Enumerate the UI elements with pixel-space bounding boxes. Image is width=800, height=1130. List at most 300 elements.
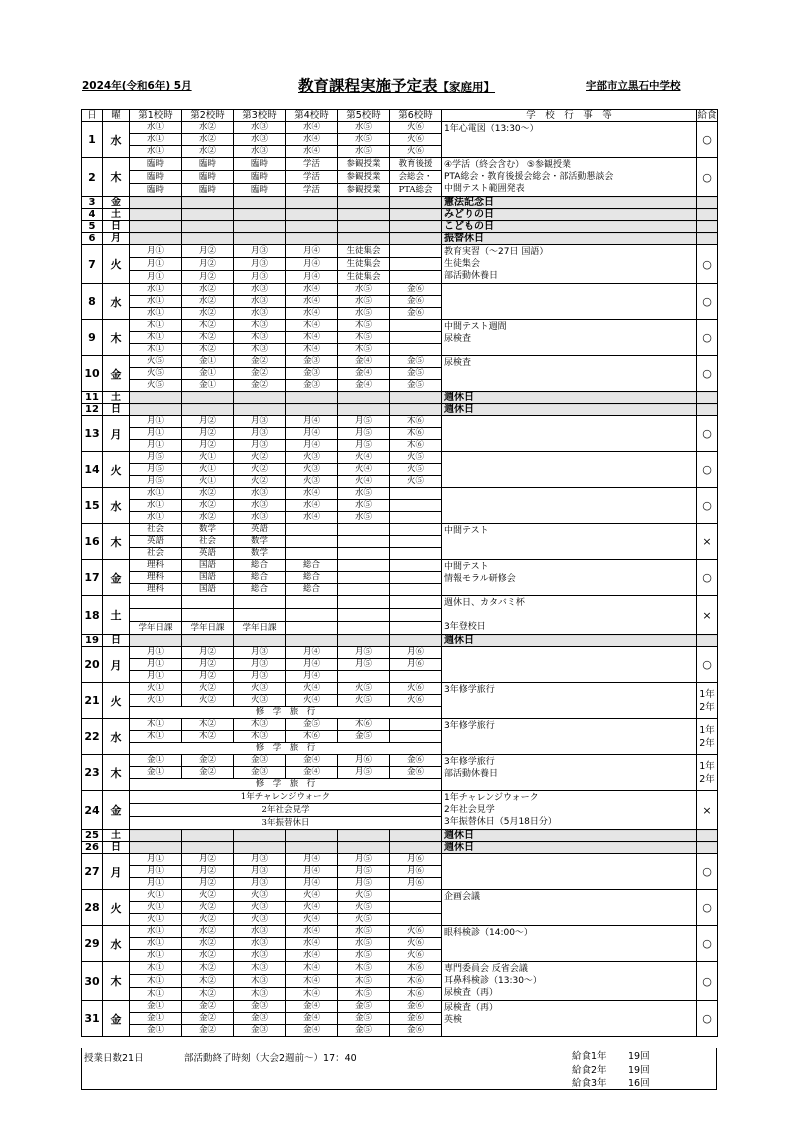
all-day-activity: 3年振替休日 bbox=[130, 817, 442, 830]
weekday: 日 bbox=[103, 842, 130, 854]
period-cell: 水② bbox=[182, 950, 234, 962]
col-day: 日 bbox=[82, 110, 103, 122]
period-cell bbox=[390, 584, 442, 596]
period-cell bbox=[390, 548, 442, 560]
weekday: 金 bbox=[103, 1001, 130, 1037]
period-row bbox=[82, 791, 718, 804]
period-row bbox=[82, 926, 718, 938]
period-cell: 月④ bbox=[286, 878, 338, 890]
period-cell: 火⑥ bbox=[390, 695, 442, 707]
period-cell bbox=[182, 596, 234, 609]
period-cell: 火③ bbox=[234, 683, 286, 695]
period-cell: 金③ bbox=[286, 368, 338, 380]
event-cell bbox=[442, 719, 697, 755]
period-cell: 水② bbox=[182, 938, 234, 950]
period-cell bbox=[338, 209, 390, 221]
meal-cell: ○ bbox=[697, 320, 718, 356]
period-cell: 月② bbox=[182, 271, 234, 284]
period-cell: 水③ bbox=[234, 284, 286, 296]
period-cell: 火③ bbox=[286, 464, 338, 476]
header-row bbox=[82, 110, 718, 122]
period-cell: 金④ bbox=[286, 755, 338, 767]
period-cell: 月⑤ bbox=[338, 854, 390, 866]
meal-cell bbox=[697, 755, 718, 791]
day-number: 28 bbox=[82, 890, 103, 926]
holiday-row bbox=[82, 209, 718, 221]
period-cell: 水② bbox=[182, 926, 234, 938]
period-cell bbox=[130, 209, 182, 221]
period-cell: 金③ bbox=[286, 380, 338, 392]
period-cell: 火② bbox=[182, 902, 234, 914]
period-cell bbox=[390, 500, 442, 512]
meal-cell bbox=[697, 404, 718, 416]
period-cell: 水⑤ bbox=[338, 512, 390, 524]
event-cell bbox=[442, 158, 697, 197]
meal-grade: 2年 bbox=[699, 773, 715, 785]
col-weekday: 曜 bbox=[103, 110, 130, 122]
period-cell: 英語 bbox=[234, 524, 286, 536]
col-period-2: 第2校時 bbox=[182, 110, 234, 122]
period-cell: 火② bbox=[182, 683, 234, 695]
period-cell: 総合 bbox=[286, 560, 338, 572]
period-cell bbox=[390, 512, 442, 524]
meal-count-row: 給食3年 16回 bbox=[572, 1078, 650, 1089]
event-cell: こどもの日 bbox=[442, 221, 697, 233]
period-cell bbox=[390, 572, 442, 584]
period-cell: 木③ bbox=[234, 731, 286, 743]
period-cell: 金⑤ bbox=[338, 1013, 390, 1025]
period-cell: 金⑤ bbox=[390, 368, 442, 380]
period-cell: 金③ bbox=[286, 356, 338, 368]
period-cell bbox=[286, 609, 338, 622]
period-cell: 学年日課 bbox=[234, 622, 286, 635]
period-cell: 木③ bbox=[234, 344, 286, 356]
period-cell: 月③ bbox=[234, 854, 286, 866]
period-cell: 水② bbox=[182, 284, 234, 296]
period-cell: 水④ bbox=[286, 500, 338, 512]
event-cell: 憲法記念日 bbox=[442, 197, 697, 209]
period-cell: 木④ bbox=[286, 320, 338, 332]
period-cell: 月⑥ bbox=[390, 878, 442, 890]
period-row bbox=[82, 560, 718, 572]
period-cell bbox=[130, 635, 182, 647]
period-cell: 水④ bbox=[286, 512, 338, 524]
period-cell: 木② bbox=[182, 962, 234, 975]
period-cell: 金⑥ bbox=[390, 1025, 442, 1037]
period-cell: 木③ bbox=[234, 975, 286, 988]
period-cell: 月④ bbox=[286, 416, 338, 428]
day-number: 3 bbox=[82, 197, 103, 209]
period-cell: 金④ bbox=[338, 356, 390, 368]
period-cell: 火⑤ bbox=[130, 356, 182, 368]
period-cell: 水③ bbox=[234, 512, 286, 524]
period-cell bbox=[234, 596, 286, 609]
period-cell: 月④ bbox=[286, 866, 338, 878]
period-cell: 木⑤ bbox=[338, 988, 390, 1001]
period-cell: 金④ bbox=[286, 767, 338, 779]
event-cell bbox=[442, 524, 697, 560]
period-cell: 金④ bbox=[286, 1001, 338, 1013]
period-cell bbox=[234, 635, 286, 647]
period-cell: 火③ bbox=[234, 914, 286, 926]
period-cell: 木④ bbox=[286, 975, 338, 988]
period-cell: 臨時 bbox=[234, 184, 286, 197]
weekday: 月 bbox=[103, 647, 130, 683]
day-number: 30 bbox=[82, 962, 103, 1001]
day-number: 14 bbox=[82, 452, 103, 488]
period-cell: 月④ bbox=[286, 271, 338, 284]
period-cell: 月① bbox=[130, 647, 182, 659]
period-cell: 火⑤ bbox=[338, 695, 390, 707]
period-cell: 木① bbox=[130, 988, 182, 1001]
period-cell bbox=[390, 258, 442, 271]
period-cell: 木⑥ bbox=[390, 975, 442, 988]
period-cell: 水④ bbox=[286, 284, 338, 296]
period-cell bbox=[130, 404, 182, 416]
period-cell: 学年日課 bbox=[182, 622, 234, 635]
period-cell: 金⑥ bbox=[390, 767, 442, 779]
period-cell: 月④ bbox=[286, 647, 338, 659]
period-cell: 月② bbox=[182, 440, 234, 452]
meal-cell bbox=[697, 719, 718, 755]
period-cell bbox=[182, 842, 234, 854]
col-period-6: 第6校時 bbox=[390, 110, 442, 122]
period-cell: 木④ bbox=[286, 962, 338, 975]
period-cell: 水③ bbox=[234, 296, 286, 308]
meal-count-row: 給食1年 19回 bbox=[572, 1051, 650, 1062]
event-cell bbox=[442, 890, 697, 926]
period-cell bbox=[390, 392, 442, 404]
period-cell: 火④ bbox=[286, 914, 338, 926]
period-row bbox=[82, 719, 718, 731]
period-cell: 金② bbox=[182, 1025, 234, 1037]
period-cell: 月③ bbox=[234, 671, 286, 683]
period-cell: 水⑤ bbox=[338, 950, 390, 962]
event-cell bbox=[442, 791, 697, 830]
period-cell: 木② bbox=[182, 332, 234, 344]
day-number: 13 bbox=[82, 416, 103, 452]
period-cell bbox=[390, 842, 442, 854]
period-cell: 水⑤ bbox=[338, 122, 390, 134]
day-number: 23 bbox=[82, 755, 103, 791]
event-line: 部活動休養日 bbox=[444, 271, 499, 281]
period-cell: 月② bbox=[182, 245, 234, 258]
period-cell: 月⑤ bbox=[338, 767, 390, 779]
period-cell: 金⑤ bbox=[338, 731, 390, 743]
event-line: 3年修学旅行 bbox=[444, 757, 495, 767]
event-line: PTA総会・教育後援会総会・部活動懇談会 bbox=[444, 172, 614, 182]
schedule-table bbox=[81, 109, 718, 1037]
period-cell bbox=[390, 344, 442, 356]
period-cell: 木③ bbox=[234, 719, 286, 731]
day-number: 12 bbox=[82, 404, 103, 416]
period-cell: 月① bbox=[130, 258, 182, 271]
day-number: 10 bbox=[82, 356, 103, 392]
period-cell bbox=[390, 245, 442, 258]
weekday: 木 bbox=[103, 962, 130, 1001]
period-cell: 火② bbox=[182, 695, 234, 707]
school-trip-label: 修 学 旅 行 bbox=[130, 707, 442, 719]
event-line: 1年チャレンジウォーク bbox=[444, 793, 539, 803]
period-cell: 火② bbox=[234, 464, 286, 476]
period-cell: 月① bbox=[130, 245, 182, 258]
period-cell: 火③ bbox=[286, 452, 338, 464]
period-cell bbox=[338, 622, 390, 635]
period-cell bbox=[286, 233, 338, 245]
period-cell: 金⑤ bbox=[390, 380, 442, 392]
period-cell: 臨時 bbox=[182, 171, 234, 184]
period-cell bbox=[390, 902, 442, 914]
event-line: 中間テスト週間 bbox=[444, 322, 507, 332]
period-cell: 月③ bbox=[234, 647, 286, 659]
period-cell: 木② bbox=[182, 731, 234, 743]
period-cell: 金⑤ bbox=[390, 356, 442, 368]
period-cell bbox=[338, 596, 390, 609]
period-cell: 火④ bbox=[286, 695, 338, 707]
period-row bbox=[82, 683, 718, 695]
day-number: 25 bbox=[82, 830, 103, 842]
meal-grade: 1年 bbox=[699, 724, 715, 736]
period-cell bbox=[390, 719, 442, 731]
weekday: 木 bbox=[103, 320, 130, 356]
period-cell: 木① bbox=[130, 332, 182, 344]
period-cell: 火② bbox=[182, 914, 234, 926]
meal-cell: ○ bbox=[697, 926, 718, 962]
period-cell bbox=[338, 635, 390, 647]
period-cell: 木② bbox=[182, 975, 234, 988]
period-cell: 月① bbox=[130, 271, 182, 284]
period-cell: 木② bbox=[182, 344, 234, 356]
event-cell bbox=[442, 284, 697, 320]
period-cell: 木① bbox=[130, 719, 182, 731]
weekday: 水 bbox=[103, 719, 130, 755]
period-cell: 数学 bbox=[234, 548, 286, 560]
period-cell: 水③ bbox=[234, 308, 286, 320]
period-cell: 月④ bbox=[286, 440, 338, 452]
period-cell bbox=[390, 488, 442, 500]
period-cell bbox=[130, 842, 182, 854]
period-cell bbox=[390, 197, 442, 209]
period-cell bbox=[182, 609, 234, 622]
day-number: 9 bbox=[82, 320, 103, 356]
period-cell bbox=[390, 332, 442, 344]
period-cell: 理科 bbox=[130, 584, 182, 596]
meal-grade: 1年 bbox=[699, 688, 715, 700]
period-cell: 理科 bbox=[130, 572, 182, 584]
period-cell: 火① bbox=[182, 464, 234, 476]
weekday: 月 bbox=[103, 416, 130, 452]
period-cell: 木⑥ bbox=[390, 962, 442, 975]
period-cell: 金④ bbox=[286, 1013, 338, 1025]
period-cell: 木④ bbox=[286, 344, 338, 356]
period-cell: 英語 bbox=[182, 548, 234, 560]
period-cell: 社会 bbox=[130, 524, 182, 536]
period-cell: 木② bbox=[182, 988, 234, 1001]
period-cell: 水④ bbox=[286, 938, 338, 950]
period-cell: 月⑤ bbox=[338, 647, 390, 659]
period-cell: 月④ bbox=[286, 258, 338, 271]
period-cell: 木⑥ bbox=[338, 719, 390, 731]
meal-cell bbox=[697, 392, 718, 404]
period-cell: 国語 bbox=[182, 584, 234, 596]
period-cell: 金② bbox=[182, 1001, 234, 1013]
period-cell bbox=[182, 404, 234, 416]
holiday-row bbox=[82, 830, 718, 842]
period-row bbox=[82, 524, 718, 536]
period-cell: 水⑤ bbox=[338, 938, 390, 950]
period-row bbox=[82, 755, 718, 767]
period-cell: 木⑤ bbox=[338, 962, 390, 975]
event-cell bbox=[442, 320, 697, 356]
period-cell bbox=[338, 609, 390, 622]
meal-counts bbox=[572, 1050, 684, 1091]
event-line: 情報モラル研修会 bbox=[444, 574, 516, 584]
period-cell: 火⑤ bbox=[390, 476, 442, 488]
event-line: 尿検査 bbox=[444, 358, 472, 368]
period-cell bbox=[286, 842, 338, 854]
period-cell bbox=[286, 830, 338, 842]
col-events: 学 校 行 事 等 bbox=[442, 110, 697, 122]
period-cell: 火⑤ bbox=[130, 380, 182, 392]
period-cell: 月⑤ bbox=[338, 440, 390, 452]
period-cell: 火④ bbox=[338, 476, 390, 488]
period-row bbox=[82, 488, 718, 500]
period-cell: 水② bbox=[182, 488, 234, 500]
period-cell bbox=[286, 197, 338, 209]
period-cell bbox=[182, 830, 234, 842]
period-cell bbox=[286, 392, 338, 404]
period-cell bbox=[390, 731, 442, 743]
period-cell: 火① bbox=[130, 683, 182, 695]
period-cell: 水① bbox=[130, 146, 182, 158]
period-cell bbox=[338, 584, 390, 596]
period-cell bbox=[234, 209, 286, 221]
period-cell bbox=[234, 842, 286, 854]
meal-cell: ○ bbox=[697, 488, 718, 524]
period-cell: 月④ bbox=[286, 659, 338, 671]
period-cell: 水④ bbox=[286, 134, 338, 146]
period-cell: 月③ bbox=[234, 245, 286, 258]
weekday: 金 bbox=[103, 791, 130, 830]
period-cell: 水⑤ bbox=[338, 284, 390, 296]
day-number: 19 bbox=[82, 635, 103, 647]
period-cell: 月① bbox=[130, 428, 182, 440]
period-cell: 木④ bbox=[286, 332, 338, 344]
weekday: 土 bbox=[103, 830, 130, 842]
period-cell: 木② bbox=[182, 320, 234, 332]
period-cell: 水④ bbox=[286, 950, 338, 962]
period-cell: 水② bbox=[182, 296, 234, 308]
period-cell: 月⑤ bbox=[338, 866, 390, 878]
period-cell: 月⑤ bbox=[338, 659, 390, 671]
period-cell bbox=[286, 548, 338, 560]
period-cell: 水③ bbox=[234, 938, 286, 950]
period-cell bbox=[130, 596, 182, 609]
period-cell bbox=[234, 609, 286, 622]
period-cell: 月② bbox=[182, 258, 234, 271]
period-cell bbox=[234, 233, 286, 245]
period-cell: 金③ bbox=[234, 755, 286, 767]
meal-cell: ○ bbox=[697, 854, 718, 890]
period-cell bbox=[338, 830, 390, 842]
event-line: 英検 bbox=[444, 1015, 463, 1025]
meal-cell bbox=[697, 683, 718, 719]
meal-cell: ○ bbox=[697, 560, 718, 596]
period-cell: 月③ bbox=[234, 271, 286, 284]
period-cell bbox=[338, 392, 390, 404]
period-cell: 火⑥ bbox=[390, 938, 442, 950]
period-cell: 水⑤ bbox=[338, 926, 390, 938]
event-line: 生徒集会 bbox=[444, 259, 481, 269]
period-cell: 生徒集会 bbox=[338, 271, 390, 284]
period-cell: 木⑤ bbox=[338, 332, 390, 344]
col-period-3: 第3校時 bbox=[234, 110, 286, 122]
day-number: 11 bbox=[82, 392, 103, 404]
period-cell: 火④ bbox=[286, 890, 338, 902]
period-cell: 木⑥ bbox=[286, 731, 338, 743]
period-cell bbox=[182, 233, 234, 245]
event-cell bbox=[442, 683, 697, 719]
period-row bbox=[82, 245, 718, 258]
period-cell: 火① bbox=[182, 476, 234, 488]
weekday: 木 bbox=[103, 524, 130, 560]
period-cell: 火② bbox=[234, 452, 286, 464]
period-cell: 火⑤ bbox=[390, 464, 442, 476]
period-cell: 水① bbox=[130, 500, 182, 512]
period-cell: 火② bbox=[234, 476, 286, 488]
period-cell: 木③ bbox=[234, 962, 286, 975]
period-cell: 水③ bbox=[234, 950, 286, 962]
period-cell: 木③ bbox=[234, 988, 286, 1001]
event-line: 尿検査 bbox=[444, 334, 472, 344]
period-cell: 臨時 bbox=[130, 184, 182, 197]
day-number: 26 bbox=[82, 842, 103, 854]
period-cell bbox=[390, 271, 442, 284]
period-cell: 水④ bbox=[286, 122, 338, 134]
weekday: 金 bbox=[103, 197, 130, 209]
day-number: 15 bbox=[82, 488, 103, 524]
event-cell: 振替休日 bbox=[442, 233, 697, 245]
period-cell bbox=[390, 890, 442, 902]
day-number: 17 bbox=[82, 560, 103, 596]
period-cell bbox=[338, 524, 390, 536]
meal-cell: ○ bbox=[697, 356, 718, 392]
period-row bbox=[82, 122, 718, 134]
day-number: 22 bbox=[82, 719, 103, 755]
period-cell: 月③ bbox=[234, 440, 286, 452]
period-cell: 水③ bbox=[234, 146, 286, 158]
event-line: 3年振替休日（5月18日分） bbox=[444, 817, 557, 827]
period-cell: 生徒集会 bbox=[338, 245, 390, 258]
period-cell: 国語 bbox=[182, 560, 234, 572]
period-cell: 学活 bbox=[286, 184, 338, 197]
period-cell: 火⑤ bbox=[338, 683, 390, 695]
col-meal: 給食 bbox=[697, 109, 717, 121]
club-end-time: 部活動終了時刻（大会2週前～）17：40 bbox=[184, 1053, 357, 1064]
period-cell bbox=[234, 221, 286, 233]
period-cell: 水⑤ bbox=[338, 134, 390, 146]
period-cell: 数学 bbox=[234, 536, 286, 548]
meal-cell: × bbox=[697, 524, 718, 560]
period-cell bbox=[338, 560, 390, 572]
period-cell: 火⑤ bbox=[338, 914, 390, 926]
period-cell: 月① bbox=[130, 671, 182, 683]
meal-cell: ○ bbox=[697, 890, 718, 926]
day-number: 2 bbox=[82, 158, 103, 197]
period-cell: 金③ bbox=[234, 1025, 286, 1037]
period-row bbox=[82, 890, 718, 902]
period-cell: 水③ bbox=[234, 500, 286, 512]
